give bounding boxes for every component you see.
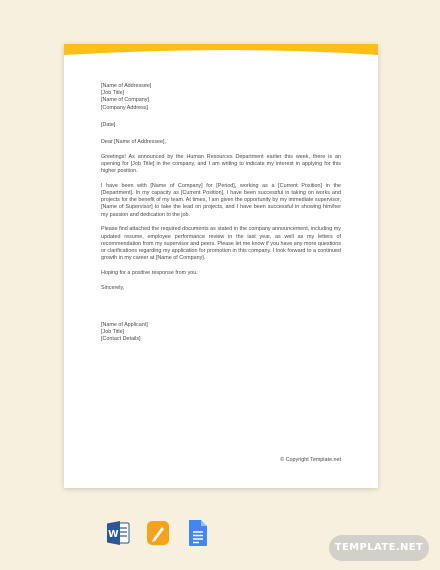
- copyright-text: © Copyright Template.net: [280, 457, 341, 463]
- paragraph-3: Please find attached the required documents as stated in the company announcement, including my updated resume, employee performance review in the last year, as well as my letters of recommendation from my supervisor and peers. Please let me know if you have any more questions or clarifications regarding my application for promotion in this company. I look forward to a continued growth in my career at [Name of Company].: [101, 226, 341, 262]
- template-net-badge[interactable]: TEMPLATE.NET: [329, 535, 429, 561]
- applicant-contact: [Contact Details]: [101, 336, 141, 343]
- paragraph-4: Hoping for a positive response from you.: [101, 269, 198, 276]
- yellow-header-wave: [64, 44, 378, 60]
- signature-block: [101, 322, 341, 344]
- addressee-company: [Name of Company]: [101, 97, 149, 104]
- pages-icon[interactable]: [146, 519, 170, 547]
- closing: Sincerely,: [101, 284, 125, 291]
- letter-body: [101, 83, 341, 343]
- applicant-name: [Name of Applicant]: [101, 321, 148, 328]
- addressee-address: [Company Address]: [101, 104, 149, 111]
- applicant-job-title: [Job Title]: [101, 328, 125, 335]
- date-line: [Date]: [101, 121, 116, 128]
- salutation: Dear [Name of Addressee],: [101, 139, 167, 146]
- addressee-job-title: [Job Title]: [101, 90, 125, 97]
- google-docs-icon[interactable]: [186, 519, 210, 547]
- addressee-name: [Name of Addressee]: [101, 83, 152, 89]
- paragraph-2: I have been with [Name of Company] for [Period], working as a [Current Position] in the [Department]. In my capacity as [Current Position], I have been successful in taking on works and projects for the benefit of my team. At times, I am given the opportunity by my immediate supervisor, [Name of Supervisor] to take the lead on projects, and I have been successful in showing him/her my passion and dedication to the job.: [101, 182, 341, 218]
- document-page: [64, 44, 378, 488]
- word-icon[interactable]: [106, 519, 130, 547]
- svg-text:W: W: [108, 529, 119, 540]
- paragraph-1: Greetings! As announced by the Human Resources Department earlier this week, there is an opening for [Job Title] in the company, and I am writing to indicate my interest in applying for this higher position.: [101, 153, 341, 175]
- addressee-block: [101, 83, 341, 112]
- compatible-apps: [106, 519, 210, 547]
